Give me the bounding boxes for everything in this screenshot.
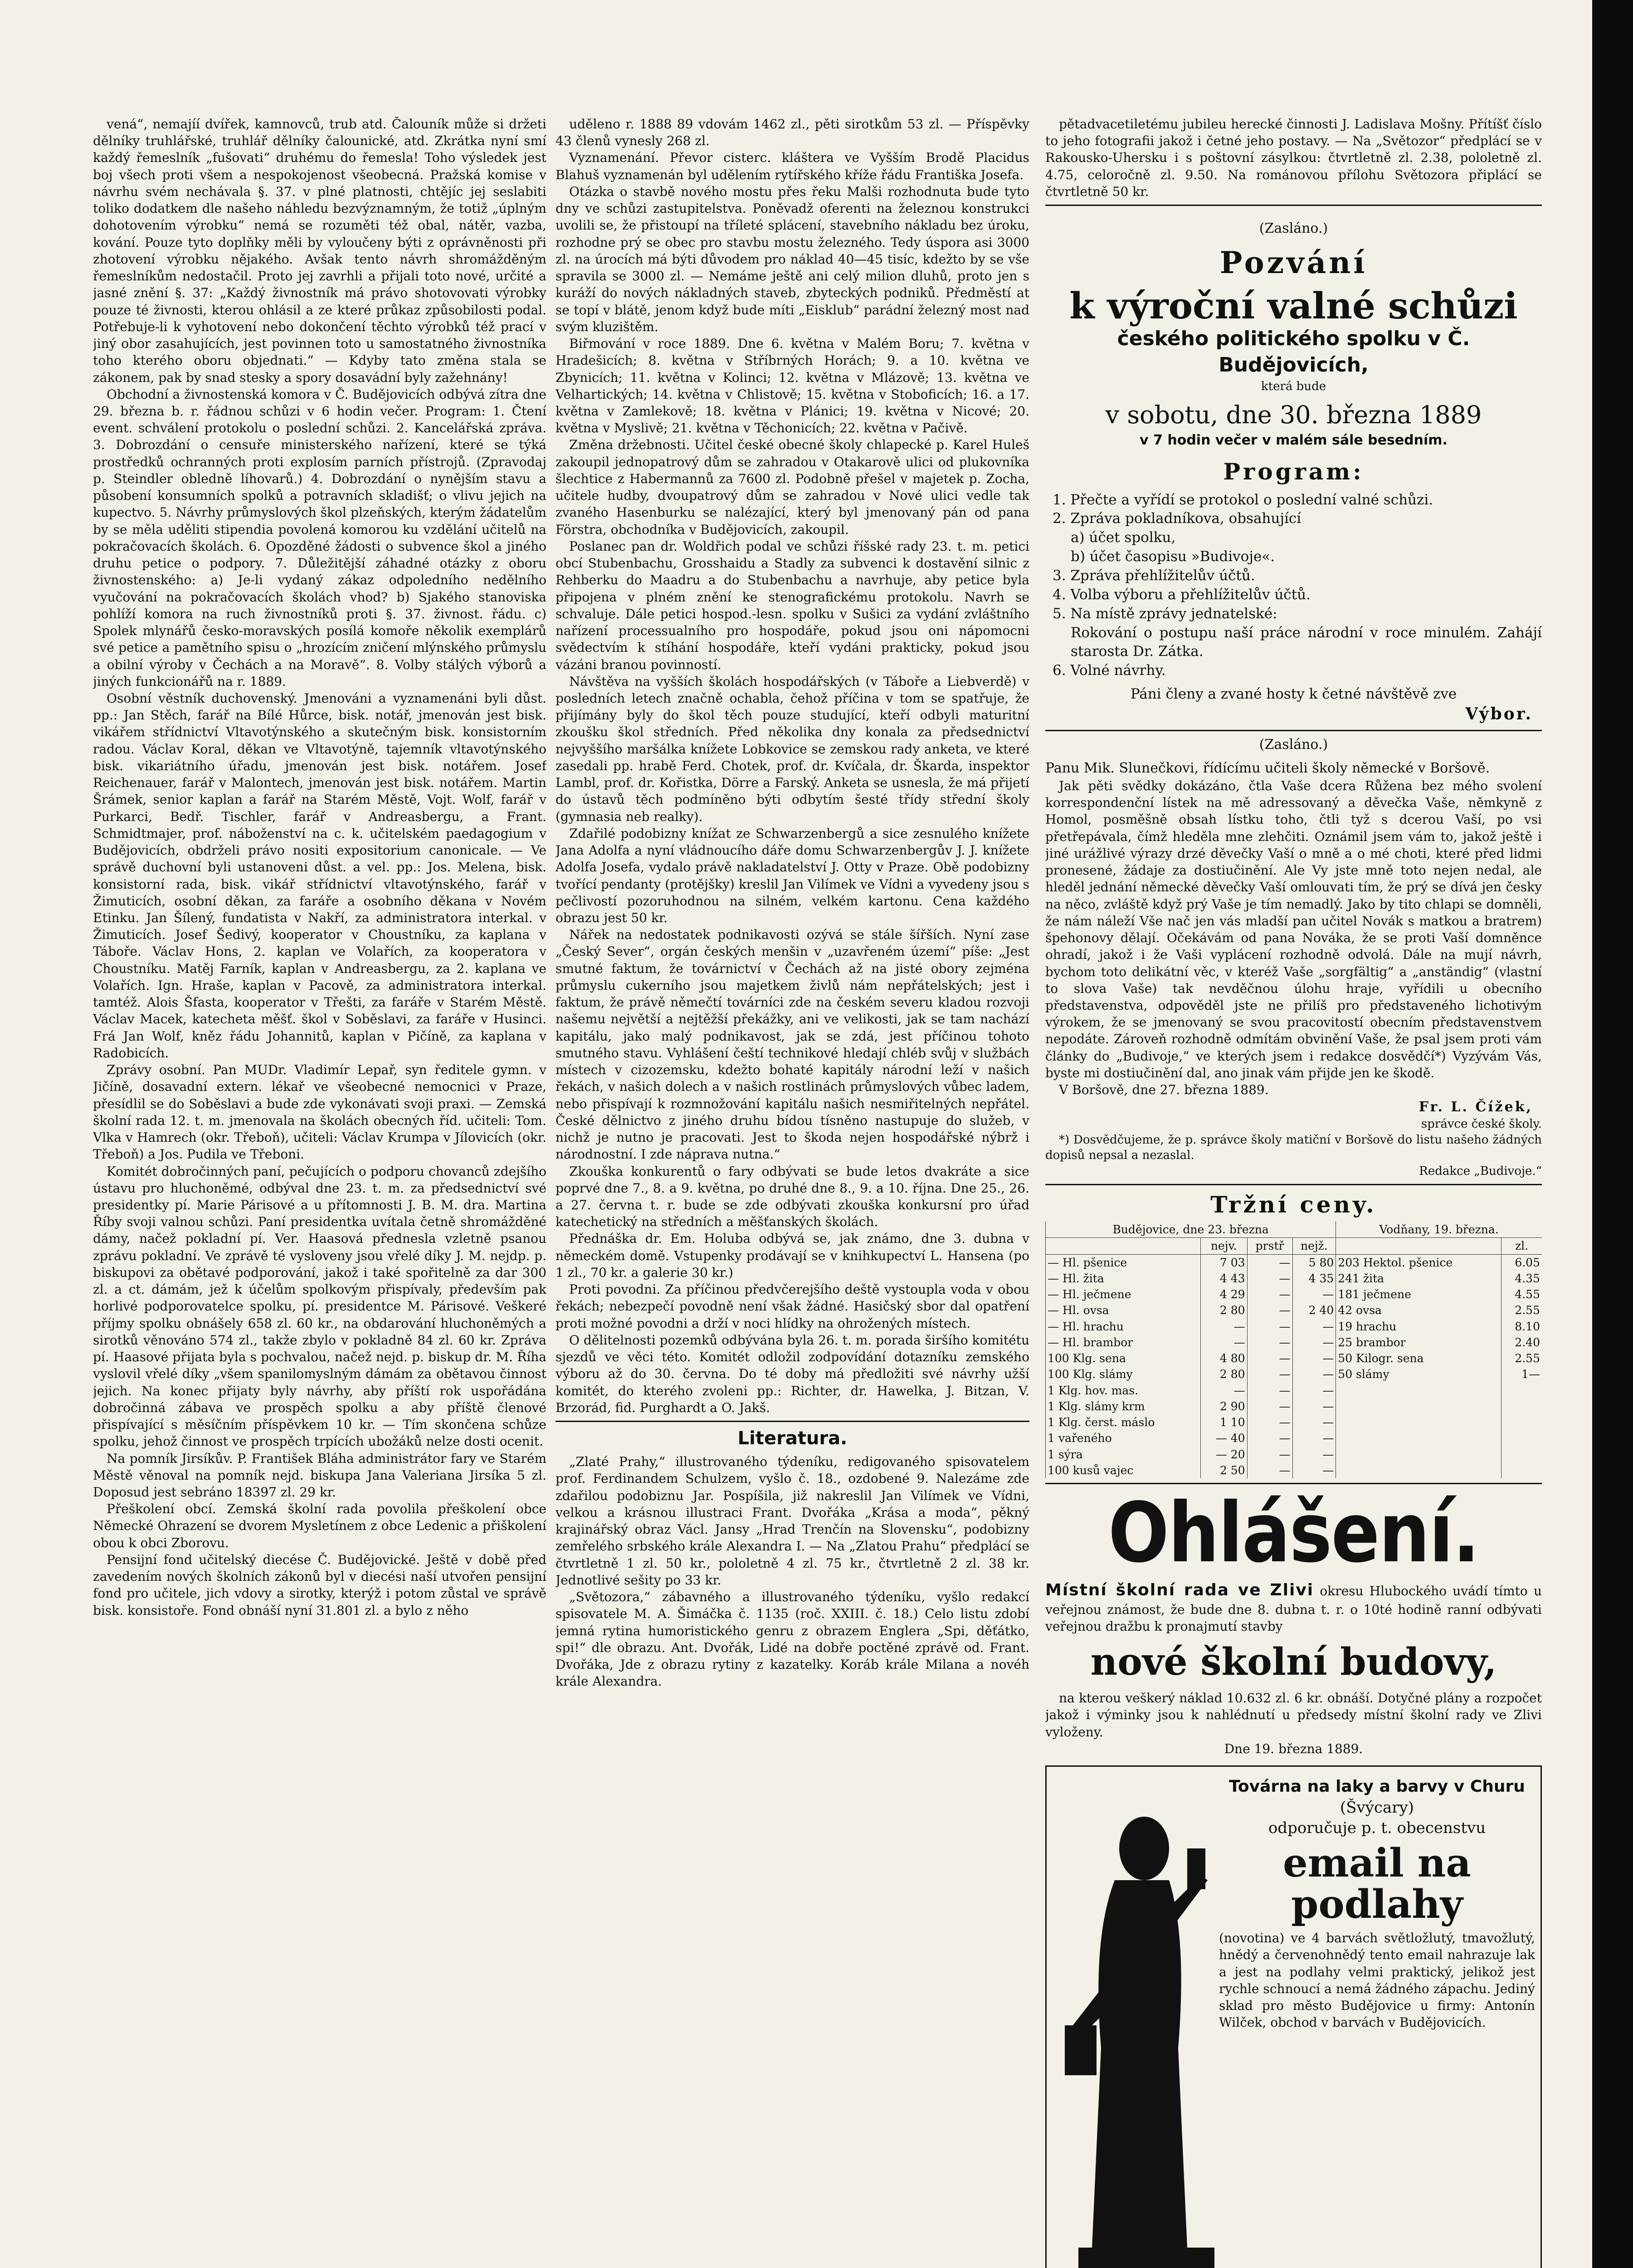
market-cell: — [1247, 1334, 1292, 1350]
article-paragraph: vená“, nemajíí dvířek, kamnovců, trub atd. Čalouník může si držeti dělníky truhlářské, truhlář dělníky čalounické, atd. Zkrátka nyní smí každý řemeslník „fušovati“ druhému do řemesla! Toho výsledek jest boj všech proti všem a nespokojenost všeobecná. Pražská komise v návrhu svém nechávala §. 37. v plné platnosti, chtějíc jej seslabiti toliko dodatkem dle našeho náhledu bezvýznamným, že totiž „úplným dohotovením výrobku“ nemá se rozuměti též obal, nátěr, vazba, kování. Pouze tyto doplňky měli by vyloučeny býti z oprávněnosti při zhotovení výrobku nějakého. Avšak tento návrh shromážděným řemeslníkům nedostačil. Proto jej zavrhli a přijali toto nové, určité a jasné znění §. 37: „Každý živnostník má právo shotovovati výrobky pouze té živnosti, kterou ohlásil a ze které průkaz způsobilosti podal. Potřebuje-li k vyhotovení nebo dokončení těchto výrobků též prací v jiný obor zasahujících, jest povinnen toto u samostatného živnostníka toho kterého oboru objednati.“ — Kdyby tato změna stala se zákonem, pak by snad stesky a spory dosavádní byly zažehnány! [93, 117, 546, 385]
announcement-building: nové školní budovy, [1090, 1640, 1497, 1684]
invitation-which: která bude [1261, 379, 1326, 393]
announcement-body: na kterou veškerý náklad 10.632 zl. 6 kr. obnáší. Dotyčné plány a rozpočet jakož i výminky jsou k nahlédnutí u předsedy místní školní rady ve Zlivi vyloženy. [1045, 1691, 1542, 1740]
invitation-signer: Výbor. [1465, 704, 1533, 724]
article-paragraph: uděleno r. 1888 89 vdovám 1462 zl., pěti sirotkům 53 zl. — Příspěvky 43 členů vynesly 268 zl. [556, 117, 1029, 149]
market-cell: — [1200, 1383, 1247, 1398]
program-item: 2. Zpráva pokladníkova, obsahující [1053, 510, 1302, 527]
market-cell: — Hl. pšenice [1046, 1254, 1201, 1271]
program-item: a) účet spolku, [1071, 529, 1176, 546]
announcement-body: okresu Hlubockého uvádí tímto u veřejnou známost, že bude dne 8. dubna t. r. o 10té hodině ranní odbývati veřejnou dražbu k pronajmutí stavby [1045, 1583, 1542, 1634]
article-paragraph: Nářek na nedostatek podnikavosti ozývá se stále šířších. Nyní zase „Český Sever“, orgán českých menšin v „uzavřeném území“ píše: „Jest smutné faktum, že továrnictví v Čechách až na jisté obory zejména průmyslu cukerního jsou majetkem živlů nám nepřátelských; jest i faktum, že právě němečtí továrníci zde na českém severu kladou rozvoji našemu největší a nejtěžší překážky, ani ve velikosti, jak se tam nachází kapitálu, jako malý podnikavost, jak se zdá, jest příčinou tohoto smutného stavu. Vyhlášení čeští technikové hledají chléb svůj v službách místech v cizozemsku, kdežto bohaté kapitály národní leží v našich řekách, v našich dolech a v našich rostlinách průmyslových vůbec ladem, nebo přispívají k rozmnožování kapitálu našich nesmiřitelných nepřátel. České dělnictvo z jiného druhu bídou tísněno nastupuje do služeb, v nichž je nutno je pracovati. Jest to škoda nejen hospodářské nýbrž i národnostní. I zde náprava nutna.“ [556, 927, 1029, 1162]
market-prices-title: Tržní ceny. [1210, 1191, 1377, 1218]
article-paragraph: Obchodní a živnostenská komora v Č. Budějovicích odbývá zítra dne 29. března b. r. řádnou schůzi v 6 hodin večer. Program: 1. Čtení event. schválení protokolu o poslední schůzi. 2. Kancelářská zpráva. 3. Dobrozdání o censuře ministerského nařízení, které se týká prostředků ochranných proti explosím parních přístrojů. (Zpravodaj p. Steindler obledně líhovarů.) 4. Dobrozdání o nynějším stavu a působení konsumních spolků a potravních skladišť; o vlivu jejich na kupectvo. 5. Návrhy průmyslových škol plzeňských, kterým žádatelům by se měla uděliti stipendia povolená komorou ku vzdělání učitelů na pokračovacích školách. 6. Opozděné žádosti o subvence škol a jiného druhu petice o podpory. 7. Důležitější záhadné otázky z oboru živnostenského: a) Je-li vydaný zákaz odpoledního nedělního vyučování na pokračovacích školách vhod? b) Sjakého stanoviska pohlíží komora na ruch živnostníků proti §. 37. živnost. řádu. c) Spolek mlynářů česko-moravských posílá komoře několik exemplárů své petice a pamětního spisu o „hrozícím zničení mlýnského průmyslu a obilní výroby v Čechách a na Moravě“. 8. Volby stálých výborů a jiných funkcionářů na r. 1889. [93, 386, 546, 689]
market-cell: 2 50 [1200, 1462, 1247, 1478]
market-cell [1501, 1383, 1542, 1398]
market-row [1046, 1462, 1542, 1478]
market-cell: — [1247, 1319, 1292, 1334]
divider [1045, 730, 1542, 731]
market-cell: 50 Kilogr. sena [1336, 1350, 1501, 1366]
article-paragraph: Zdařilé podobizny knížat ze Schwarzenbergů a sice zesnulého knížete Jana Adolfa a nyní vládnoucího dáře domu Schwarzenbergův J. J. knížete Adolfa Josefa, vydalo právě nakladatelství J. Otty v Praze. Obě podobizny tvořící pendanty (protějšky) kreslil Jan Vilímek ve Vídni a vyvedeny jsou s pečlivostí pozoruhodnou na silném, velkém kartonu. Cena každého obrazu jest 50 kr. [556, 826, 1029, 926]
market-row [1046, 1334, 1542, 1350]
divider [1045, 1184, 1542, 1185]
market-cell: 19 hrachu [1336, 1319, 1501, 1334]
market-cell: 1 Klg. hov. mas. [1046, 1383, 1201, 1398]
column-left [93, 116, 546, 2268]
market-cell: — [1292, 1334, 1336, 1350]
program-item: 6. Volné návrhy. [1053, 662, 1166, 679]
article-paragraph: Na pomník Jirsíkův. P. František Bláha administrátor fary ve Starém Městě věnoval na pomník nejd. biskupa Jana Valeriana Jirsíka 5 zl. Doposud jest sebráno 18397 zl. 29 kr. [93, 1451, 546, 1500]
market-cell: — Hl. hrachu [1046, 1319, 1201, 1334]
article-paragraph: O dělitelnosti pozemků odbývána byla 26. t. m. porada širšího komitétu sjezdů ve věci této. Komitét odložil zodpovídání dotazníku zemského výboru až do 30. června. Do té doby má předložiti své návrhy užší komitét, do kterého zvoleni pp.: Richter, dr. Hawelka, J. Bitzan, V. Brzorád, fid. Purghardt a O. Jakš. [556, 1332, 1029, 1415]
ad-recommends: odporučuje p. t. obecenstvu [1268, 1819, 1486, 1838]
program-item: 1. Přečte a vyřídí se protokol o poslední valné schůzi. [1053, 491, 1433, 508]
market-cell: 4 35 [1292, 1271, 1336, 1286]
ad-body: (novotina) ve 4 barvách světložlutý, tmavožlutý, hnědý a červenohnědý tento email nahrazuje lak a jest na podlahy velmi praktický, jelikož jest rychle schnoucí a nemá žádného zápachu. Jediný sklad pro město Budějovice u firmy: Antonín Wilček, obchod v barvách v Budějovicích. [1219, 1931, 1535, 2030]
market-cell: — [1247, 1254, 1292, 1271]
literature-continuation: pětadvacetiletému jubileu herecké činnosti J. Ladislava Mošny. Přítíšť číslo to jeho fotografii jakož i četné jeho postavy. — Na „Světozor“ předplácí se v Rakousko-Uhersku i s poštovní zásylkou: čtvrtletně zl. 2.38, pololetně zl. 4.75, celoročně zl. 9.50. Na románovou přílohu Světozora připlácí se čtvrtletně 50 kr. [1045, 117, 1542, 199]
market-cell: — [1292, 1398, 1336, 1414]
market-cell: 4 29 [1200, 1286, 1247, 1302]
market-row [1046, 1302, 1542, 1318]
market-cell: — [1247, 1271, 1292, 1286]
article-paragraph: Přednáška dr. Em. Holuba odbývá se, jak známo, dne 3. dubna v německém domě. Vstupenky prodávají se v knihkupectví L. Hansena (po 1 zl., 70 kr. a galerie 30 kr.) [556, 1231, 1029, 1280]
market-cell: 4 80 [1200, 1350, 1247, 1366]
market-cell [1501, 1430, 1542, 1446]
market-cell: 100 kusů vajec [1046, 1462, 1201, 1478]
market-cell: 2.40 [1501, 1334, 1542, 1350]
market-col-header: nejv. [1200, 1238, 1247, 1254]
market-cell: 1 sýra [1046, 1447, 1201, 1462]
market-cell: 42 ovsa [1336, 1302, 1501, 1318]
market-cell: — [1292, 1383, 1336, 1398]
market-cell: — [1247, 1366, 1292, 1382]
market-cell: — [1292, 1366, 1336, 1382]
market-cell: 100 Klg. slámy [1046, 1366, 1201, 1382]
invitation-date: v sobotu, dne 30. března 1889 [1105, 401, 1482, 430]
divider [1045, 205, 1542, 206]
article-paragraph: Zkouška konkurentů o fary odbývati se bude letos dvakráte a sice poprvé dne 7., 8. a 9. května, po druhé dne 8., 9. a 10. října. Dne 25., 26. a 27. června t. r. bude se zde odbývati zkouška konkursní pro úřad katechetický na středních a měšťanských školách. [556, 1163, 1029, 1230]
market-cell: 25 brambor [1336, 1334, 1501, 1350]
market-cell: 4.35 [1501, 1271, 1542, 1286]
invitation-title: Pozvání [1219, 245, 1368, 281]
ad-product: email na podlahy [1283, 1840, 1471, 1927]
advertisement-box [1045, 1765, 1542, 2268]
market-cell [1501, 1414, 1542, 1430]
market-cell: — [1247, 1414, 1292, 1430]
market-cell: — [1247, 1383, 1292, 1398]
program-item: 4. Volba výboru a přehlížitelův účtů. [1053, 586, 1311, 603]
market-row [1046, 1366, 1542, 1382]
market-cell: — [1247, 1447, 1292, 1462]
article-paragraph: Přeškolení obcí. Zemská školní rada povolila přeškolení obce Německé Ohrazení se dvorem Mysletínem z obce Ledenic a přiškolení obou k obci Zborovu. [93, 1501, 546, 1550]
market-cell: 1 Klg. čerst. máslo [1046, 1414, 1201, 1430]
market-cell: 2 80 [1200, 1302, 1247, 1318]
literature-paragraph: „Zlaté Prahy,“ illustrovaného týdeníku, redigovaného spisovatelem prof. Ferdinandem Schulzem, vyšlo č. 18., ozdobené 9. Nalezáme zde zdařilou podobiznu Jar. Pospíšila, již nakreslil Jan Vilímek ve Vídni, velkou a krásnou illustraci Frant. Dvořáka „Krása a moda“, pěkný krajinářský obraz Václ. Jansy „Hrad Trenčín na Slovensku“, podobizny zemřelého srbského krále Alexandra I. — Na „Zlatou Prahu“ předplácí se čtvrtletně 1 zl. 50 kr., pololetně 4 zl. 75 kr., čtvrtletně 2 zl. 38 kr. Jednotlivé sešity po 33 kr. [556, 1454, 1029, 1588]
invitation-closing: Páni členy a zvané hosty k četné návštěvě zve [1130, 686, 1457, 703]
ad-company: Továrna na laky a barvy v Churu [1229, 1777, 1525, 1796]
market-row [1046, 1319, 1542, 1334]
market-cell: 8.10 [1501, 1319, 1542, 1334]
invitation-time: v 7 hodin večer v malém sále besedním. [1140, 432, 1448, 449]
market-row [1046, 1271, 1542, 1286]
article-paragraph: Poslanec pan dr. Woldřich podal ve schůzi říšské rady 23. t. m. petici obcí Stubenbachu, Grosshaidu a Stadly za subvenci k dostavění silnic z Rehberku do Maadru a do Stubenbachu a navrhuje, aby petice byla připojena v plném znění ke stenografickému protokolu. Navrh se schvaluje. Dále petici hospod.-lesn. spolku v Sušici za vydání zvláštního nařízení processualního pro hospodáře, pokud jsou oni nápomocni svědectvím k stíhání hospodáře, kteří vydáni prakticky, pokud jsou vázáni branou povinností. [556, 538, 1029, 672]
market-cell: — 20 [1200, 1447, 1247, 1462]
market-cell: 1 vařeného [1046, 1430, 1201, 1446]
market-cell [1501, 1462, 1542, 1478]
editor-note-signature: Redakce „Budivoje.“ [1419, 1164, 1542, 1178]
market-prices-table: Budějovice, dne 23. března Vodňany, 19. března. nejv. prstř nejž. zl. — Hl. pšenice 7 03 — 5 80 203 Hektol. pšenice 6.05 — Hl. žita 4 43 — 4 35 241 žita 4.35 — Hl. ječmene 4 29 — — 181 ječmene 4.55 — Hl. ovsa 2 80 — 2 40 42 ovsa 2.55 — Hl. hrachu — — — 19 hrachu 8.10 — Hl. brambor — — — 25 brambor 2.40 100 Klg. sena 4 80 — — 50 Kilogr. sena 2.55 100 Klg. slámy 2 80 — — 50 slámy 1— 1 Klg. hov. mas. — — — 1 Klg. slámy krm 2 90 — — 1 Klg. čerst. máslo 1 10 — — 1 vařeného — 40 — — 1 sýra — 20 — — 100 kusů vajec 2 50 — — [1045, 1222, 1542, 1478]
market-cell: — [1292, 1414, 1336, 1430]
article-paragraph: Změna držebnosti. Učitel české obecné školy chlapecké p. Karel Huleš zakoupil jednopatrový dům se zahradou v Otakarově ulici od plukovníka šlechtice z Habermannů za 7600 zl. Podobně přešel v majetek p. Zocha, učitele hudby, dvoupatrový dům se zahradou v Nové ulici vedle tak zvaného Hasenburku se nalézající, který byl jmenovaný pán od pana Förstra, obchodníka v Budějovicích, zakoupil. [556, 437, 1029, 537]
article-paragraph: Proti povodni. Za příčinou předvčerejšího deště vystoupla voda v obou řekách; nebezpečí povodně není však žádné. Hasičský sbor dal opatření proti možné povodni a drží v noci hlídky na ohrožených místech. [556, 1282, 1029, 1331]
market-row [1046, 1254, 1542, 1271]
market-cell: 181 ječmene [1336, 1286, 1501, 1302]
market-cell: 7 03 [1200, 1254, 1247, 1271]
letter-body: Jak pěti svědky dokázáno, čtla Vaše dcera Růžena bez mého svolení korrespondenční lístek na mě adressovaný a děvečka Vaše, němkyně z Homol, posměšně obsah lístku toho, čtli tyž s dcerou Vaší, po vsi přetřepávala, čímž hleděla mne zlehčiti. Oznámil jsem vám to, jakož ještě i jiné urážlivé výrazy drzé děvečky Vaší o mně a o mé choti, které před lidmi pronesené, žádaje za dostiučinění. Ale Vy jste mně toto nejen nedal, ale hleděl jednání německé děvečky Vaší omlouvati tím, že prý se dívá jen česky na něco, zvláště když prý Vaše je tím nemadlý. Jako by tito chlapi se domněli, že nám náleží Vše nač jen vás mladší pan učitel Novák s matkou a bratrem) špehonovy dělají. Očekávám od pana Nováka, že se proti Vaší domněnce ohradí, jakož i že Vaši vyplácení rozhodně odvolá. Dále na mují návrh, bychom toto delikátní věc, v kteréž Vaše „sorgfältig“ a „anständig“ (vlastní to slova Vaše) tak nevděčnou úlohu hraje, vyřídili u obecního představenstva, odpověděl jste ne přilíš pro představeného lichotivým výrokem, že se jmenovaný se svou pracovitostí obecním představenstvem nepodáte. Zároveň rozhodně odmítám obvinění Vaše, že psal jsem proti vám články do „Budivoje,“ ve kterých jsem i redakce dosvědčí*) Vyzývám Vás, byste mi dostiučinění dal, ano jinak vám přijde jen ke škodě. [1045, 778, 1542, 1080]
announcement-date: Dne 19. března 1889. [1224, 1741, 1363, 1756]
market-cell [1336, 1383, 1501, 1398]
letter-place: V Boršově, dne 27. března 1889. [1059, 1082, 1269, 1098]
market-cell: — Hl. ječmene [1046, 1286, 1201, 1302]
market-cell: — 40 [1200, 1430, 1247, 1446]
market-cell: — Hl. brambor [1046, 1334, 1201, 1350]
market-cell: 2.55 [1501, 1302, 1542, 1318]
market-cell: — [1247, 1398, 1292, 1414]
market-cell: — [1247, 1430, 1292, 1446]
market-cell: 50 slámy [1336, 1366, 1501, 1382]
program-heading: Program: [1223, 458, 1364, 485]
market-row [1046, 1350, 1542, 1366]
market-cell: 241 žita [1336, 1271, 1501, 1286]
market-left-header: Budějovice, dne 23. března [1046, 1222, 1336, 1238]
literature-paragraph: „Světozora,“ zábavného a illustrovaného týdeníku, vyšlo redakcí spisovatele M. A. Šimáčka č. 1135 (roč. XXIII. č. 18.) Celo listu zdobí jemná rytina humoristického genru z obrazem Englera „Spi, děťátko, spi!“ dle obrazu. Ant. Dvořák, Lidé na dobře poctěné zprávě od. Frant. Dvořáka, Jde z obrazu rytiny z kazatelky. Koráb krále Milana a novéh krále Alexandra. [556, 1589, 1029, 1689]
market-cell: — [1247, 1462, 1292, 1478]
market-cell: 1 10 [1200, 1414, 1247, 1430]
program-item: b) účet časopisu »Budivoje«. [1071, 548, 1275, 565]
woman-figure-illustration [1051, 1794, 1214, 2268]
market-row [1046, 1430, 1542, 1446]
editor-note: *) Dosvědčujeme, že p. správce školy matiční v Boršově do listu našeho žádných dopisů nepsal a nezaslal. [1045, 1133, 1542, 1163]
market-cell: — [1200, 1334, 1247, 1350]
invitation-headline: k výroční valné schůzi [1069, 284, 1518, 327]
divider [1045, 1483, 1542, 1484]
market-row [1046, 1286, 1542, 1302]
divider [556, 1421, 1029, 1422]
market-cell: 100 Klg. sena [1046, 1350, 1201, 1366]
invitation-subheadline: českého politického spolku v Č. Budějovicích, [1117, 327, 1470, 377]
market-cell [1336, 1447, 1501, 1462]
market-col-header: prstř [1247, 1238, 1292, 1254]
program-item: 5. Na místě zprávy jednatelské: [1053, 605, 1277, 622]
market-cell: — [1292, 1462, 1336, 1478]
market-cell: — Hl. ovsa [1046, 1302, 1201, 1318]
article-paragraph: Zprávy osobní. Pan MUDr. Vladimír Lepař, syn ředitele gymn. v Jičíně, dosavadní extern. lékař ve všeobecné nemocnici v Praze, přesídlil se do Soběslavi a bude zde vykonávati svoji praxi. — Zemská školní rada 12. t. m. jmenovala na školách obecných říd. učiteli: Tom. Vlka v Hamrech (okr. Třeboň), učiteli: Václav Krumpa v Jílovicích (okr. Třeboň) a Jos. Pudila ve Třeboni. [93, 1062, 546, 1162]
market-row [1046, 1414, 1542, 1430]
market-cell: 5 80 [1292, 1254, 1336, 1271]
program-item: 3. Zpráva přehlížitelův účtů. [1053, 567, 1255, 584]
article-paragraph: Komitét dobročinných paní, pečujících o podporu chovanců zdejšího ústavu pro hluchoněmé, odbýval dne 23. t. m. za předsednictví své presidentky pí. Marie Párisové a u přítomnosti J. B. M. dra. Martina Říby svoji valnou schůzi. Paní presidentka uvítala četně shromážděné dámy, načež pokladní pí. Ver. Haasová přednesla vzletně psanou zprávu pokladní. Ve zprávě té vysloveny jsou vřelé díky J. M. nejdp. p. biskupovi za obětavé podporování, jakož i také spořitelně za dar 300 zl. a ct. dámám, jež k účelům spolkovým přispívaly, především pak horlivé podporovatelce spolku, pí. presidentce M. Párisové. Veškeré příjmy spolku obnášely 658 zl. 60 kr., na obdarování hluchoněmých a sirotků věnováno 574 zl., takže zbylo v pokladně 84 zl. 60 kr. Zpráva pí. Haasové přijata byla s pochvalou, načež nejd. p. biskup dr. M. Říha vyslovil vřelé díky „všem spanilomyslným dámám za obětavou činnost jejich. Na konec přijaty byly návrhy, aby příští rok uspořádána dobročinná zábava ve prospěch spolku a aby příště členové přispívající s měsíčním příspěvkem 10 kr. — Tím skončena schůze spolku, jehož činnost ve prospěch trpících ubožáků nelze dosti ocenit. [93, 1163, 546, 1449]
market-cell [1501, 1447, 1542, 1462]
column-right [1045, 116, 1542, 2268]
article-paragraph: Návštěva na vyšších školách hospodářských (v Táboře a Liebverdě) v posledních letech značně ochabla, čehož příčina v tom se spatřuje, že přijímány byly do škol těch pouze studující, kteří odbyli maturitní zkoušku škol středních. Před několika dny konala za předsednictví nejvyššího maršálka knížete Lobkovice se zemskou rady anketa, ve které zasedali pp. hrabě Ferd. Chotek, prof. dr. Kvíčala, dr. Škarda, inspektor Lambl, prof. dr. Kořistka, Dörre a Farský. Anketa se usnesla, že má přijetí do ústavů těch podmíněno býti odbytím šesté třídy střední školy (gymnasia neb realky). [556, 674, 1029, 824]
letter-signer-role: správce české školy. [1421, 1117, 1542, 1131]
market-cell: 4.55 [1501, 1286, 1542, 1302]
market-cell [1501, 1398, 1542, 1414]
market-cell: — [1292, 1319, 1336, 1334]
school-board-name: Místní školní rada ve Zlivi [1045, 1580, 1314, 1599]
market-cell: 2 90 [1200, 1398, 1247, 1414]
market-cell: 1 Klg. slámy krm [1046, 1398, 1201, 1414]
program-list [1045, 491, 1542, 680]
market-cell: — Hl. žita [1046, 1271, 1201, 1286]
market-row [1046, 1447, 1542, 1462]
literature-heading: Literatura. [737, 1428, 848, 1449]
market-col-header: nejž. [1292, 1238, 1336, 1254]
market-cell: — [1292, 1430, 1336, 1446]
market-cell: 6.05 [1501, 1254, 1542, 1271]
market-row [1046, 1383, 1542, 1398]
market-cell [1336, 1414, 1501, 1430]
article-paragraph: Otázka o stavbě nového mostu přes řeku Malši rozhodnuta bude tyto dny ve schůzi zastupitelstva. Poněvadž oferenti na železnou konstrukci uvolili se, že přistoupí na tříleté splácení, stavebního nákladu bez úroku, rozhodne prý se obec pro stavbu mostu železného. Tedy úspora asi 3000 zl. na úrocích má býti důvodem pro náklad 40—45 tisíc, kdežto by se vše spravila se 3000 zl. — Nemáme ještě ani celý milion dluhů, proto jen s kuráží do nových nákladných staveb, zbyteckých podniků. Předměstí at se topí v blátě, jenom když bude míti „Eisklub“ parádní železný most nad svým kluzištěm. [556, 184, 1029, 334]
market-cell: — [1292, 1350, 1336, 1366]
advertisement-text [1219, 1776, 1535, 2031]
ad-country: (Švýcary) [1340, 1799, 1414, 1817]
market-cell [1336, 1398, 1501, 1414]
market-cell: 1— [1501, 1366, 1542, 1382]
article-paragraph: Biřmování v roce 1889. Dne 6. května v Malém Boru; 7. května v Hradešicích; 8. května v Stříbrných Horách; 9. a 10. května ve Zbynicích; 11. května v Kolinci; 12. května v Mlázově; 13. května ve Velhartických; 14. května v Chlistově; 15. května v Stoboficích; 16. a 17. května v Zamlekově; 18. května v Plánici; 19. května v Nicové; 20. května v Myslivě; 21. května v Těchonicích; 22. května v Pačivě. [556, 336, 1029, 436]
article-paragraph: Pensijní fond učitelský diecése Č. Budějovické. Ještě v době před zavedením nových školních zákonů byl v diecési naší utvořen pensijní fond pro učitele, jich vdovy a sirotky, kterýž i potom zůstal ve správě bisk. konsistoře. Fond obnáší nyní 31.801 zl. a bylo z něho [93, 1552, 546, 1618]
market-cell: — [1292, 1286, 1336, 1302]
market-cell: — [1292, 1447, 1336, 1462]
market-cell: — [1247, 1350, 1292, 1366]
market-cell: 2.55 [1501, 1350, 1542, 1366]
market-cell: 2 80 [1200, 1366, 1247, 1382]
letter-addressee: Panu Mik. Slunečkovi, řídícímu učiteli školy německé v Boršově. [1045, 760, 1490, 777]
zaslano-label: (Zasláno.) [1259, 220, 1328, 237]
market-right-header: Vodňany, 19. března. [1336, 1222, 1542, 1238]
column-middle [556, 116, 1029, 2268]
market-cell: — [1247, 1286, 1292, 1302]
program-item: Rokování o postupu naší práce národní v roce minulém. Zahájí starosta Dr. Zátka. [1071, 624, 1542, 660]
market-row [1046, 1398, 1542, 1414]
zaslano-label: (Zasláno.) [1259, 737, 1328, 753]
article-paragraph: Vyznamenání. Převor cisterc. kláštera ve Vyšším Brodě Placidus Blahuš vyznamenán byl udělením rytířského kříže řádu Františka Josefa. [556, 150, 1029, 182]
article-paragraph: Osobní věstník duchovenský. Jmenováni a vyznamenáni byli důst. pp.: Jan Stěch, farář na Bílé Hůrce, bisk. notář, jmenován jest bisk. vikářem střídnictví Vltavotýnského a skutečným bisk. konsistorním radou. Václav Koral, děkan ve Vltavotýně, tajemník vltavotýnského bisk. vikariátního úřadu, jmenován jest bisk. notářem. Josef Reichenauer, farář v Malontech, jmenován jest bisk. notářem. Martin Šrámek, senior kaplan a farář na Starém Městě, Vojt. Wolf, farář v Purkarci, Bedř. Tischler, farář v Andreasbergu, a Frant. Schmidtmajer, prof. náboženství na c. k. učitelském paedagogium v Budějovicích, obdrželi právo nositi expositorium canonicale. — Ve správě duchovní byli ustanoveni důst. a vel. pp.: Jos. Melena, bisk. konsistorní rada, bisk. vikář střídnictví vltavotýnského, farář v Žimuticích, osobní děkan, za faráře a osobního děkana v Novém Etinku. Jan Šílený, fundatista v Nakří, za administratora interkal. v Žimuticích. Josef Šedivý, kooperator v Choustníku, za kaplana v Táboře. Václav Hons, 2. kaplan ve Volařích, za kooperatora v Choustníku. Matěj Farník, kaplan v Andreasbergu, za 2. kaplana ve Volařích. Ign. Hraše, kaplan v Pacově, za administratora interkal. tamtéž. Alois Šfasta, kooperator v Třešti, za faráře v Starém Městě. Václav Macek, katecheta měšť. škol v Soběslavi, za faráře v Husinci. Frá Jan Wolf, kněz řádu Johannitů, kaplan v Pičíně, za kaplana v Radobicích. [93, 690, 546, 1061]
market-cell: 4 43 [1200, 1271, 1247, 1286]
market-cell: — [1200, 1319, 1247, 1334]
market-cell: 2 40 [1292, 1302, 1336, 1318]
letter-signer: Fr. L. Čížek, [1419, 1099, 1533, 1115]
market-cell: — [1247, 1302, 1292, 1318]
market-cell: 203 Hektol. pšenice [1336, 1254, 1501, 1271]
announcement-headline: Ohlášení. [1108, 1485, 1479, 1581]
market-cell [1336, 1462, 1501, 1478]
market-cell [1336, 1430, 1501, 1446]
